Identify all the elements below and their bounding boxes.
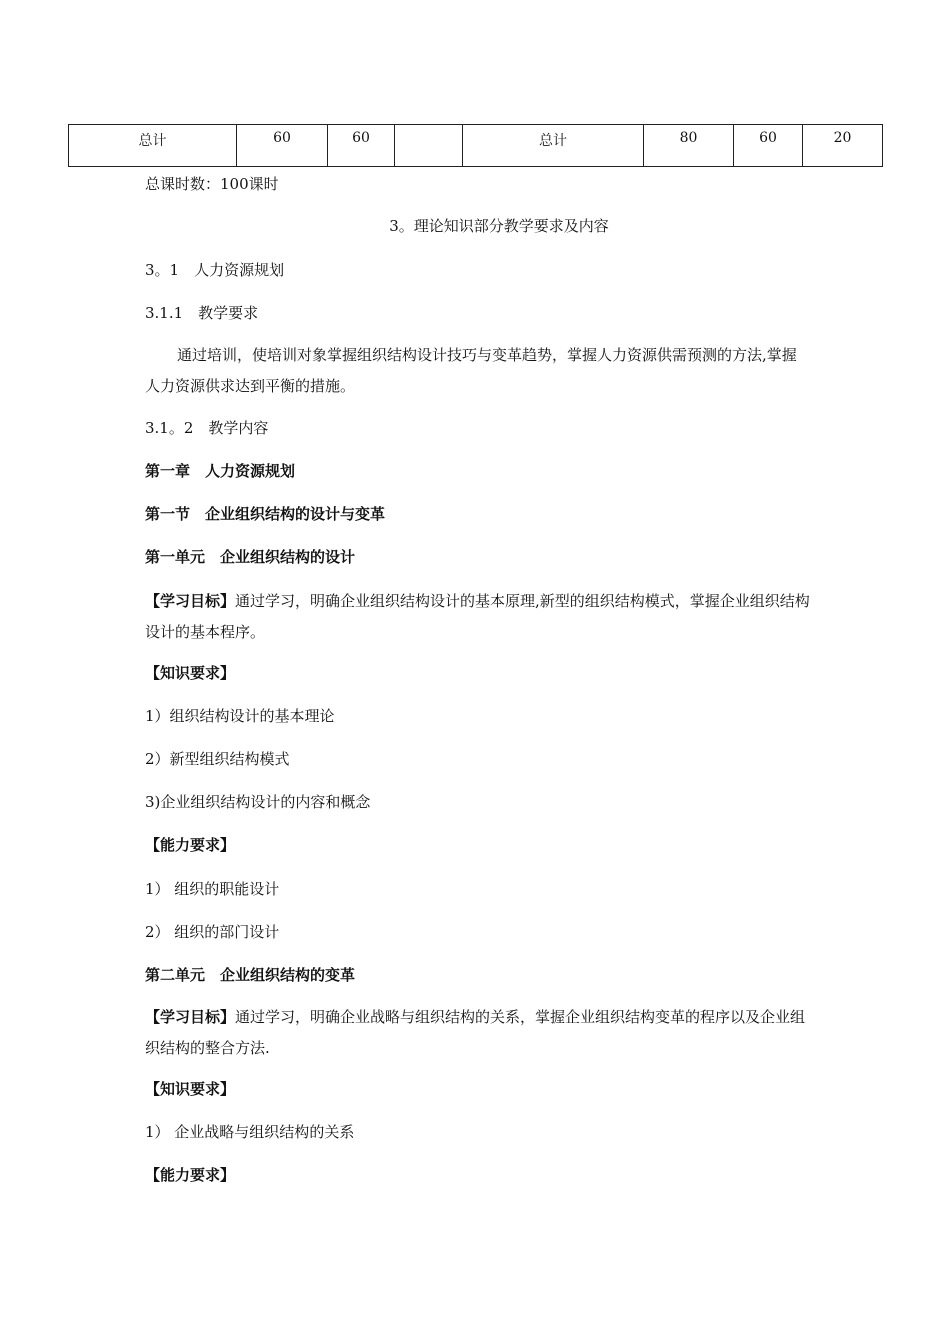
goal-label: 【学习目标】	[145, 1008, 236, 1026]
total-hours: 总课时数：100课时	[145, 175, 279, 193]
list-item: 1）组织结构设计的基本理论	[145, 707, 335, 725]
teaching-requirement-paragraph	[145, 340, 810, 402]
unit1-learning-goal	[145, 586, 810, 648]
table-cell: 60	[237, 125, 328, 167]
unit2-heading: 第二单元 企业组织结构的变革	[145, 966, 356, 984]
table-cell: 80	[644, 125, 734, 167]
unit2-ability-label: 【能力要求】	[145, 1166, 236, 1184]
section-heading: 第一节 企业组织结构的设计与变革	[145, 505, 386, 523]
hours-summary-table	[68, 124, 883, 167]
goal-text: 通过学习，明确企业战略与组织结构的关系，掌握企业组织结构变革的程序以及企业组织结构的整合方法.	[145, 1008, 806, 1057]
table-cell: 总计	[69, 125, 237, 167]
goal-text: 通过学习，明确企业组织结构设计的基本原理,新型的组织结构模式，掌握企业组织结构设计的基本程序。	[145, 592, 810, 641]
table-row	[69, 125, 883, 167]
paragraph-text: 通过培训，使培训对象掌握组织结构设计技巧与变革趋势，掌握人力资源供需预测的方法,掌握人力资源供求达到平衡的措施。	[145, 346, 797, 395]
list-item: 1） 企业战略与组织结构的关系	[145, 1123, 355, 1141]
unit1-ability-label: 【能力要求】	[145, 836, 236, 854]
section-title: 3。理论知识部分教学要求及内容	[389, 217, 609, 235]
list-item: 2） 组织的部门设计	[145, 923, 280, 941]
goal-label: 【学习目标】	[145, 592, 236, 610]
list-item: 1） 组织的职能设计	[145, 880, 280, 898]
unit1-heading: 第一单元 企业组织结构的设计	[145, 548, 356, 566]
table-cell: 60	[734, 125, 803, 167]
table-cell: 总计	[463, 125, 644, 167]
list-item: 3)企业组织结构设计的内容和概念	[145, 793, 371, 811]
unit1-knowledge-label: 【知识要求】	[145, 664, 236, 682]
heading-3-1-1: 3.1.1 教学要求	[145, 304, 259, 322]
table-cell: 60	[328, 125, 395, 167]
list-item: 2）新型组织结构模式	[145, 750, 290, 768]
heading-3-1: 3。1 人力资源规划	[145, 261, 285, 279]
table-cell	[395, 125, 463, 167]
unit2-learning-goal	[145, 1002, 810, 1064]
unit2-knowledge-label: 【知识要求】	[145, 1080, 236, 1098]
heading-3-1-2: 3.1。2 教学内容	[145, 419, 269, 437]
table-cell: 20	[803, 125, 883, 167]
chapter-heading: 第一章 人力资源规划	[145, 462, 296, 480]
